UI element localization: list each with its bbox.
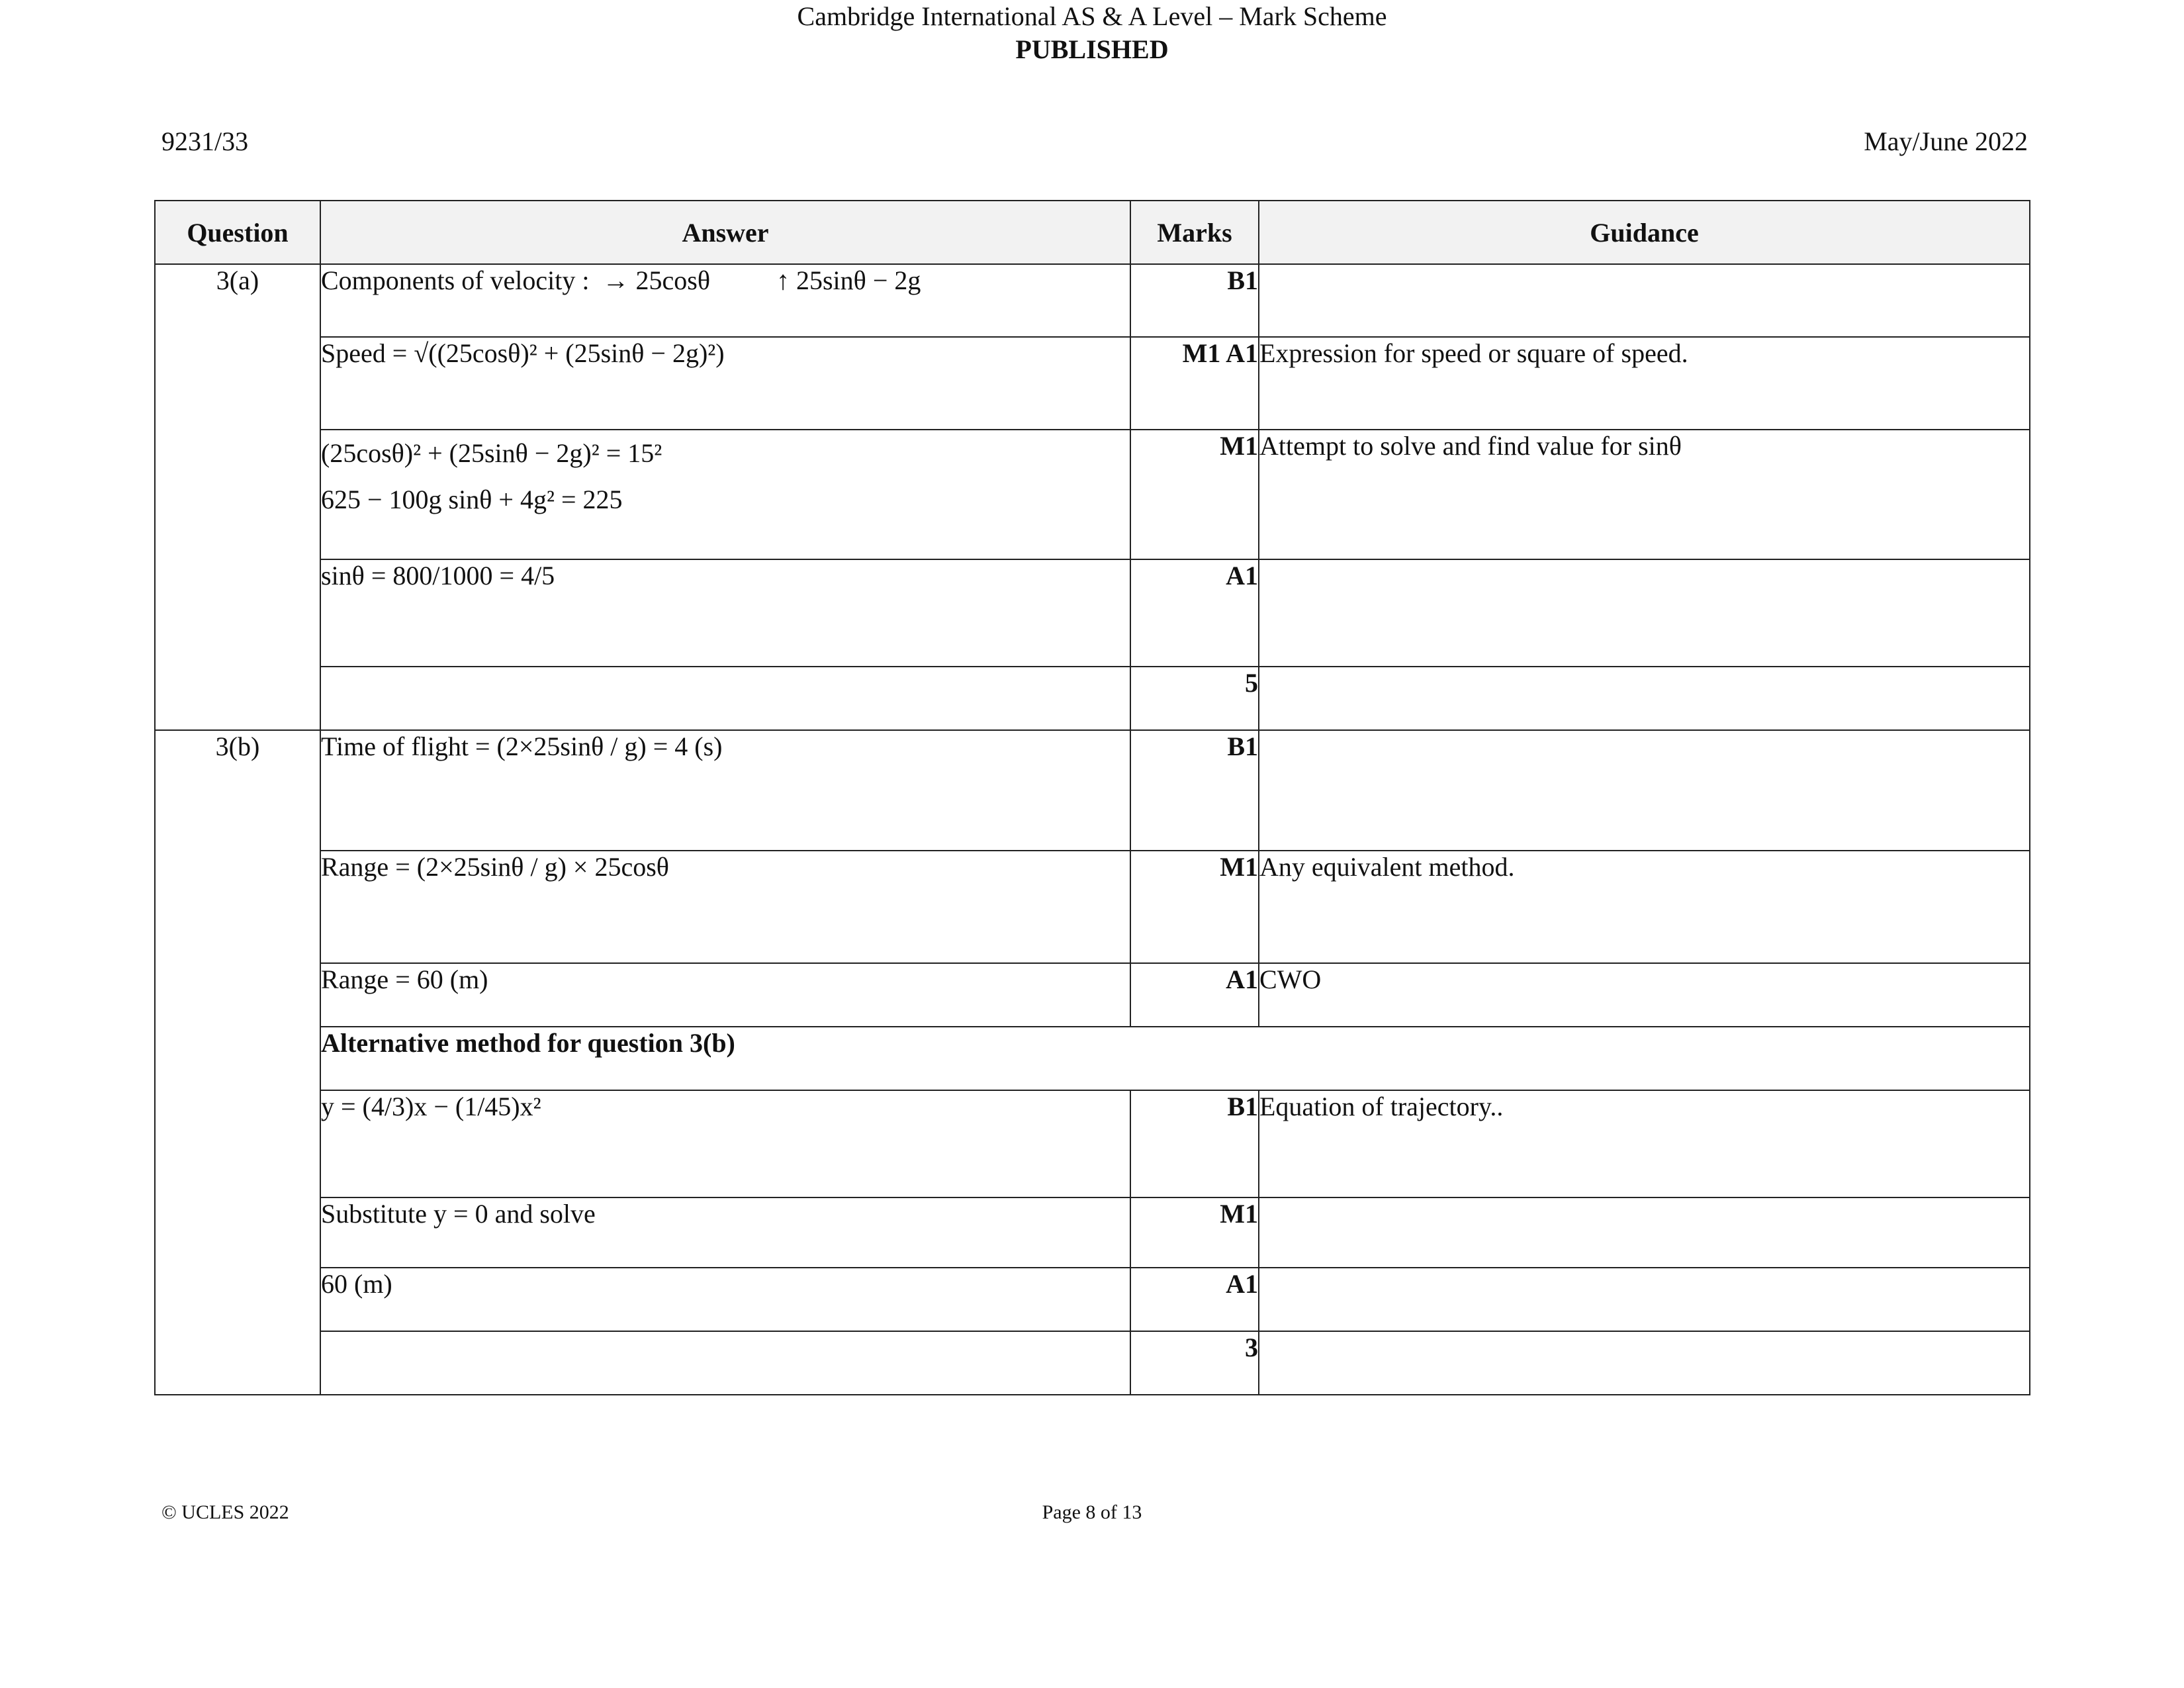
answer-cell xyxy=(320,730,1130,851)
guidance-cell xyxy=(1259,264,2030,337)
total-marks-3a: 5 xyxy=(1130,667,1259,730)
marks-cell: M1 xyxy=(1130,1197,1259,1268)
speed-equation: (25cosθ)² + (25sinθ − 2g)² = 15² xyxy=(321,438,662,468)
guidance-cell: Attempt to solve and find value for sinθ xyxy=(1259,430,2030,559)
table-row xyxy=(155,851,2030,963)
answer-cell: Range = 60 (m) xyxy=(320,963,1130,1027)
marks-cell: M1 A1 xyxy=(1130,337,1259,430)
answer-cell xyxy=(320,1331,1130,1395)
expanded-equation: 625 − 100g sinθ + 4g² = 225 xyxy=(321,485,623,514)
column-header-guidance: Guidance xyxy=(1259,201,2030,264)
answer-cell xyxy=(320,1090,1130,1197)
header-title-block xyxy=(0,0,2184,66)
column-header-question: Question xyxy=(155,201,320,264)
answer-cell xyxy=(320,667,1130,730)
answer-cell xyxy=(320,337,1130,430)
table-row xyxy=(155,264,2030,337)
table-row xyxy=(155,559,2030,667)
answer-cell: 60 (m) xyxy=(320,1268,1130,1331)
column-header-marks: Marks xyxy=(1130,201,1259,264)
table-row xyxy=(155,337,2030,430)
mark-scheme-table xyxy=(154,200,2030,1395)
alternative-method-heading: Alternative method for question 3(b) xyxy=(320,1027,2030,1090)
guidance-cell: CWO xyxy=(1259,963,2030,1027)
guidance-cell xyxy=(1259,667,2030,730)
column-header-answer: Answer xyxy=(320,201,1130,264)
guidance-cell xyxy=(1259,559,2030,667)
exam-session: May/June 2022 xyxy=(1864,126,2028,156)
marks-cell: B1 xyxy=(1130,730,1259,851)
speed-expression: Speed = √((25cosθ)² + (25sinθ − 2g)²) xyxy=(321,338,725,368)
table-row xyxy=(155,730,2030,851)
table-row xyxy=(155,430,2030,559)
guidance-cell xyxy=(1259,1197,2030,1268)
answer-cell xyxy=(320,559,1130,667)
page-number: Page 8 of 13 xyxy=(1042,1501,1142,1523)
paper-code: 9231/33 xyxy=(161,126,249,156)
marks-cell: M1 xyxy=(1130,430,1259,559)
table-row xyxy=(155,667,2030,730)
time-of-flight: Time of flight = (2×25sinθ / g) = 4 (s) xyxy=(321,731,723,761)
published-label: PUBLISHED xyxy=(1015,34,1169,64)
marks-cell: A1 xyxy=(1130,1268,1259,1331)
document-title: Cambridge International AS & A Level – Mark Scheme xyxy=(797,1,1387,31)
range-expression: Range = (2×25sinθ / g) × 25cosθ xyxy=(321,852,669,882)
table-row xyxy=(155,1027,2030,1090)
table-row xyxy=(155,1331,2030,1395)
marks-cell: M1 xyxy=(1130,851,1259,963)
velocity-components: Components of velocity : → 25cosθ ↑ 25sinθ − 2g xyxy=(321,265,921,295)
total-marks-3b: 3 xyxy=(1130,1331,1259,1395)
trajectory-equation: y = (4/3)x − (1/45)x² xyxy=(321,1092,541,1121)
table-header-row xyxy=(155,201,2030,264)
question-label-3a: 3(a) xyxy=(155,264,320,730)
copyright-notice: © UCLES 2022 xyxy=(161,1501,289,1523)
guidance-cell: Expression for speed or square of speed. xyxy=(1259,337,2030,430)
answer-cell xyxy=(320,430,1130,559)
question-label-3b: 3(b) xyxy=(155,730,320,1395)
table-row xyxy=(155,1197,2030,1268)
marks-cell: A1 xyxy=(1130,963,1259,1027)
guidance-cell xyxy=(1259,1331,2030,1395)
guidance-cell: Equation of trajectory.. xyxy=(1259,1090,2030,1197)
guidance-cell: Any equivalent method. xyxy=(1259,851,2030,963)
answer-cell xyxy=(320,264,1130,337)
marks-cell: B1 xyxy=(1130,264,1259,337)
table-row xyxy=(155,1090,2030,1197)
marks-cell: A1 xyxy=(1130,559,1259,667)
marks-cell: B1 xyxy=(1130,1090,1259,1197)
table-row xyxy=(155,963,2030,1027)
guidance-cell xyxy=(1259,1268,2030,1331)
sin-theta-result: sinθ = 800/1000 = 4/5 xyxy=(321,561,555,590)
answer-cell: Substitute y = 0 and solve xyxy=(320,1197,1130,1268)
answer-cell xyxy=(320,851,1130,963)
guidance-cell xyxy=(1259,730,2030,851)
table-row xyxy=(155,1268,2030,1331)
